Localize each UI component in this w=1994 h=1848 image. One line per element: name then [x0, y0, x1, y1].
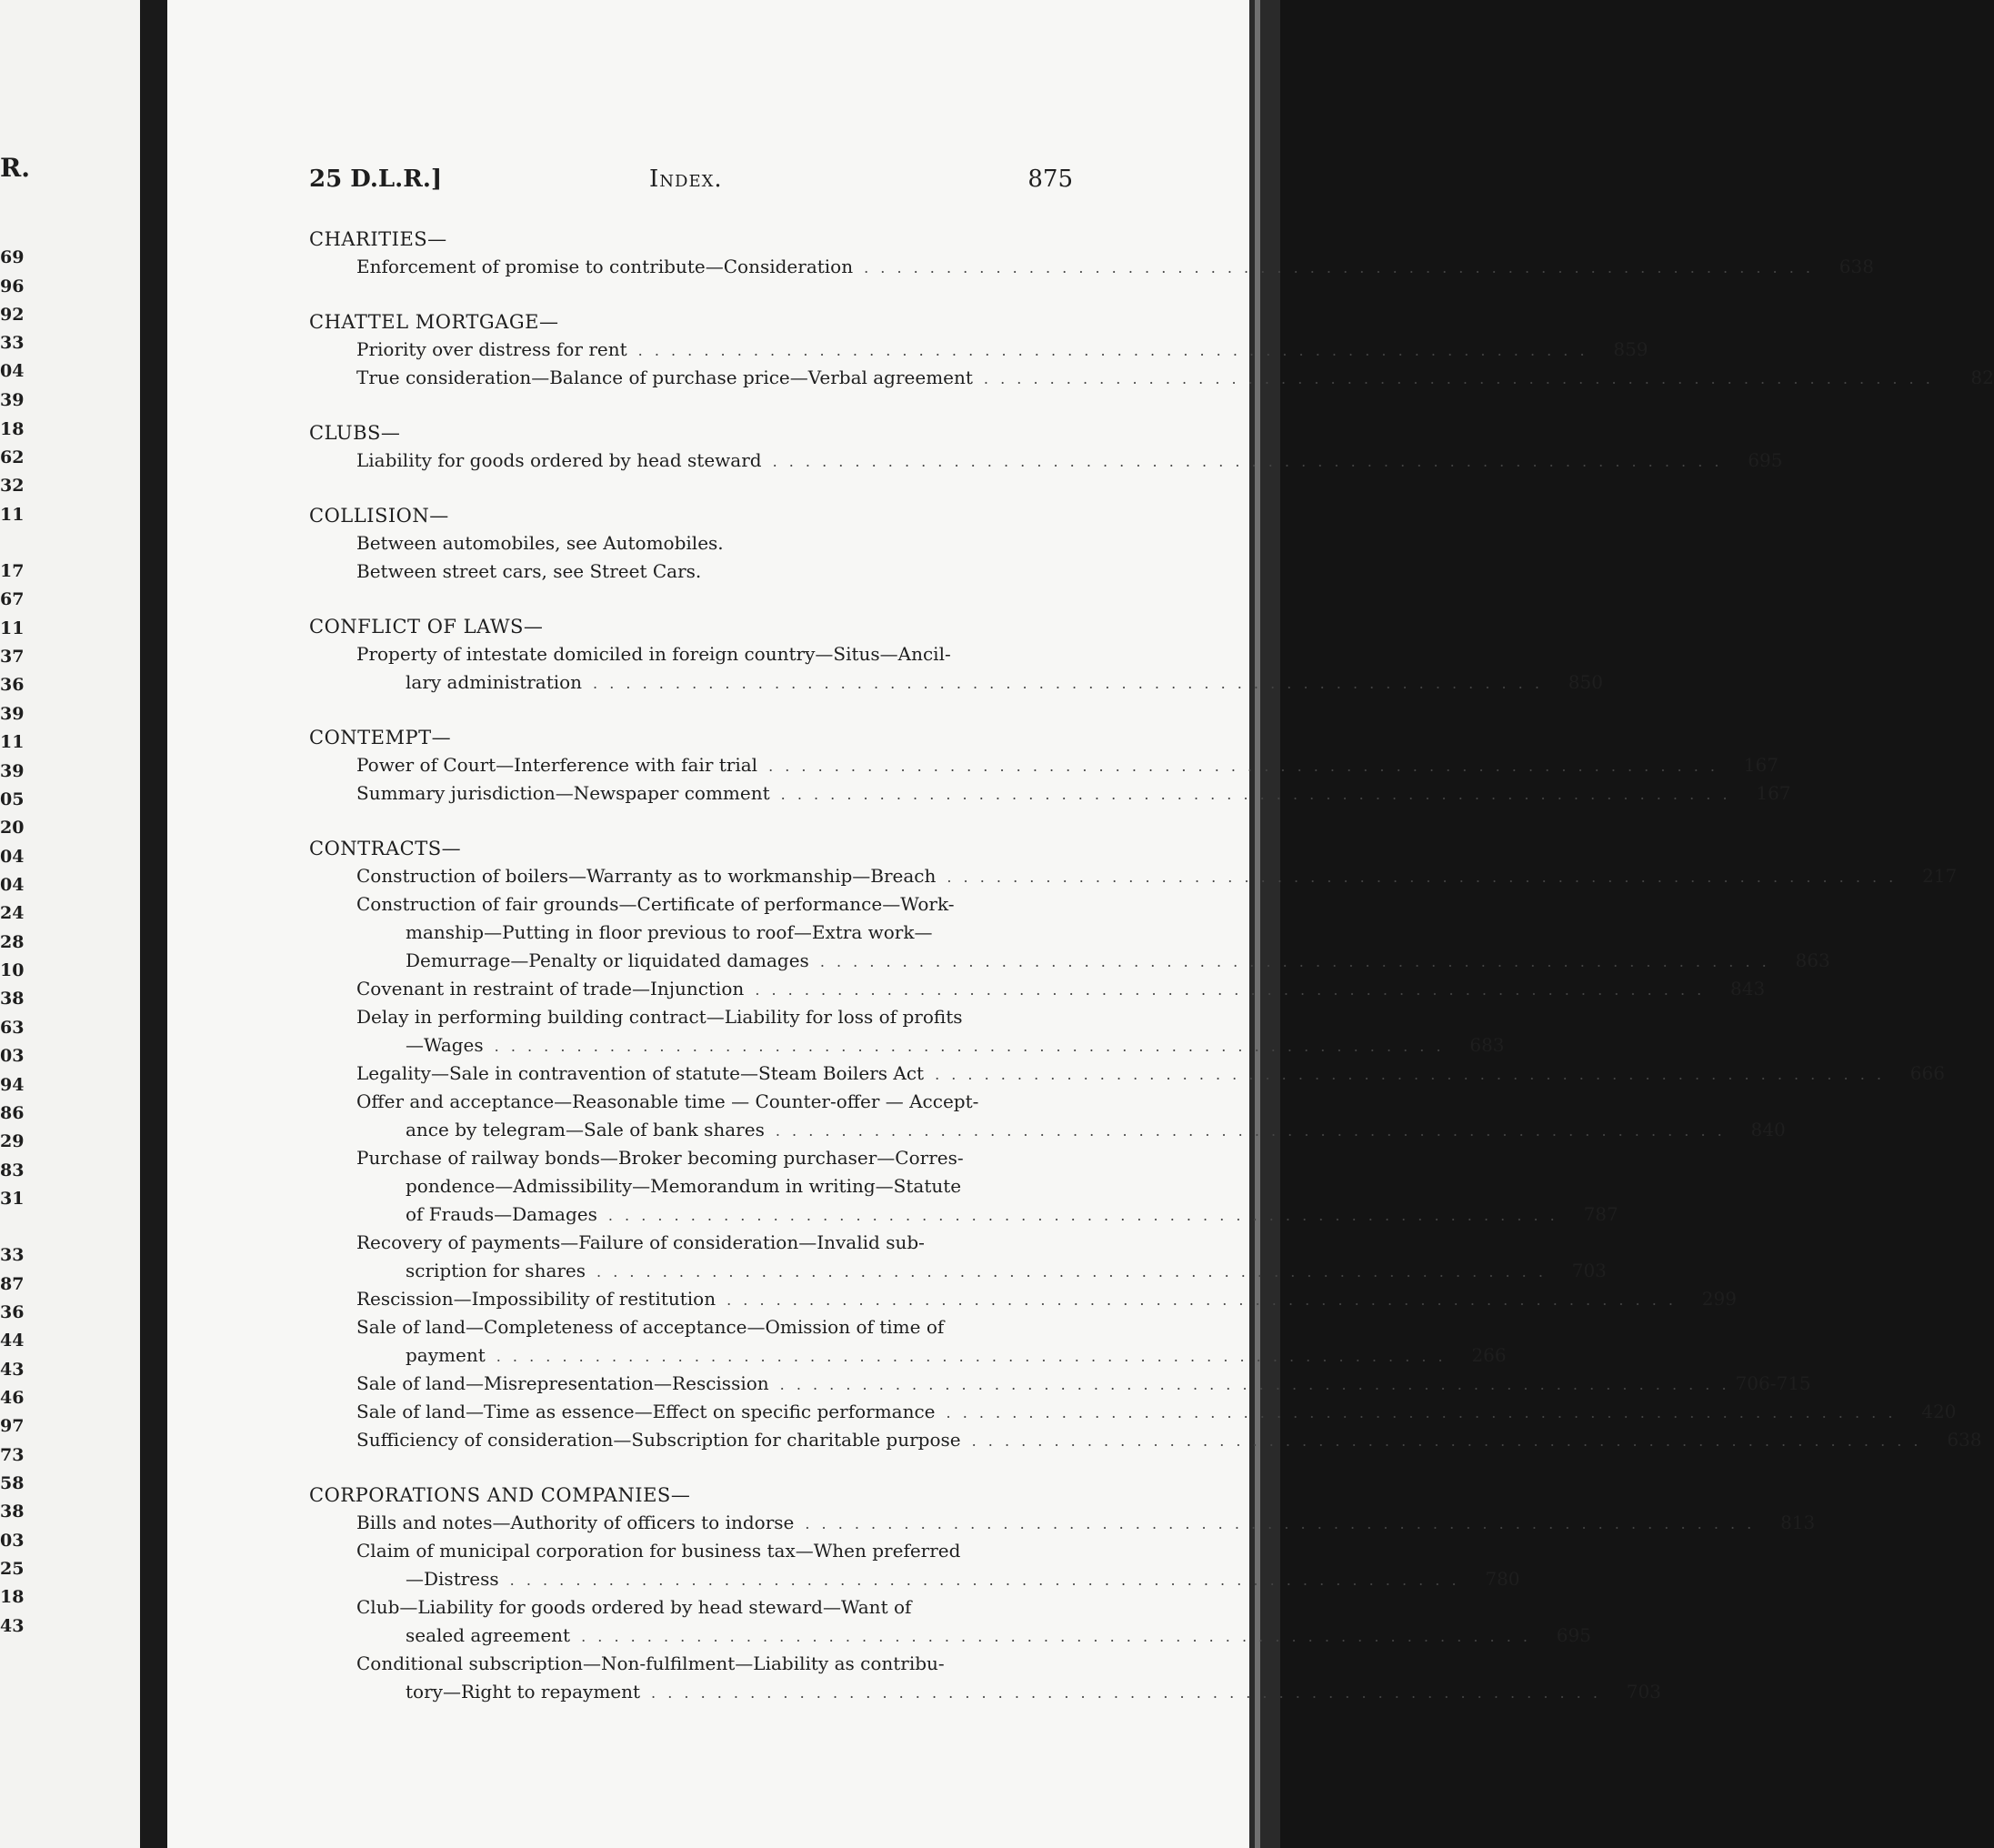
dot-leader: . . . . . . . . . . . . . . . . . . . . . . . . . . . . . . . . . . . . . . . . . . . . . . . . . . . . . . . . . . [983, 370, 1934, 387]
index-heading: CHARITIES— [309, 228, 447, 250]
index-entry [309, 975, 1766, 1003]
index-entry [309, 1060, 1945, 1088]
entry-line [309, 751, 1779, 779]
previous-page-number: 58 [0, 1473, 25, 1493]
index-entry [309, 447, 1783, 475]
entry-line [309, 919, 1082, 947]
entry-page-number: 780 [1485, 1568, 1520, 1590]
previous-page-number: 43 [0, 1360, 25, 1380]
entry-line [309, 253, 1874, 281]
entry-page-number: 843 [1730, 978, 1766, 999]
section-gap [309, 808, 1082, 835]
entry-text: Claim of municipal corporation for business tax—When preferred [356, 1540, 966, 1562]
entry-text: of Frauds—Damages [406, 1200, 603, 1229]
dot-leader: . . . . . . . . . . . . . . . . . . . . . . . . . . . . . . . . . . . . . . . . . . . . . . . . . . . . . . . . . . [779, 1376, 1730, 1393]
previous-page-number: 18 [0, 419, 25, 439]
entry-text: Recovery of payments—Failure of consideration—Invalid sub- [356, 1231, 930, 1253]
entry-line [309, 447, 1783, 475]
dot-leader: . . . . . . . . . . . . . . . . . . . . . . . . . . . . . . . . . . . . . . . . . . . . . . . . . . . . . . . . . . [935, 1066, 1885, 1083]
entry-line [309, 1341, 1507, 1370]
entry-text: Power of Court—Interference with fair trial [356, 751, 763, 779]
index-entry [309, 1426, 1982, 1454]
index-entry [309, 1285, 1737, 1313]
entry-line [309, 1144, 1082, 1172]
entry-text: Bills and notes—Authority of officers to indorse [356, 1509, 799, 1537]
entry-line [309, 1172, 1082, 1200]
entry-line [309, 1060, 1945, 1088]
previous-page-number: 04 [0, 847, 25, 867]
index-entry [309, 779, 1791, 808]
previous-page-number: 62 [0, 447, 25, 467]
previous-page-number: 04 [0, 361, 25, 381]
previous-page-number: 36 [0, 1302, 25, 1322]
entry-text: scription for shares [406, 1257, 591, 1285]
dot-leader: . . . . . . . . . . . . . . . . . . . . . . . . . . . . . . . . . . . . . . . . . . . . . . . . . . . . . . . . . . [971, 1432, 1922, 1450]
page-title: Index. [649, 166, 723, 193]
entry-page-number: 703 [1571, 1260, 1607, 1281]
entry-text: ance by telegram—Sale of bank shares [406, 1116, 770, 1144]
volume-reference: 25 D.L.R.] [309, 166, 443, 193]
entry-page-number: 217 [1922, 865, 1958, 887]
entry-text: Enforcement of promise to contribute—Consideration [356, 253, 858, 281]
index-entry [309, 1509, 1816, 1537]
entry-page-number: 695 [1556, 1624, 1591, 1646]
entry-line [309, 1398, 1957, 1426]
index-heading: CONFLICT OF LAWS— [309, 616, 544, 638]
previous-page-number: 87 [0, 1274, 25, 1294]
entry-line [309, 1650, 1082, 1678]
dot-leader: . . . . . . . . . . . . . . . . . . . . . . . . . . . . . . . . . . . . . . . . . . . . . . . . . . . . . . . . . . [509, 1572, 1460, 1589]
dot-leader: . . . . . . . . . . . . . . . . . . . . . . . . . . . . . . . . . . . . . . . . . . . . . . . . . . . . . . . . . . [819, 953, 1770, 970]
entry-text: Priority over distress for rent [356, 336, 633, 364]
index-entry [309, 529, 1082, 557]
dot-leader: . . . . . . . . . . . . . . . . . . . . . . . . . . . . . . . . . . . . . . . . . . . . . . . . . . . . . . . . . . [946, 1404, 1897, 1421]
index-heading: CORPORATIONS AND COMPANIES— [309, 1484, 691, 1506]
entry-page-number: 638 [1839, 256, 1874, 277]
index-entry [309, 1593, 1591, 1650]
entry-text: Rescission—Impossibility of restitution [356, 1285, 721, 1313]
entry-text: manship—Putting in floor previous to roof—Extra work— [406, 921, 937, 943]
dot-leader: . . . . . . . . . . . . . . . . . . . . . . . . . . . . . . . . . . . . . . . . . . . . . . . . . . . . . . . . . . [772, 453, 1723, 470]
previous-page-number: 69 [0, 247, 25, 267]
index-entry [309, 253, 1874, 281]
previous-page-number: 29 [0, 1131, 25, 1151]
entry-line [309, 1622, 1591, 1650]
book-gutter [140, 0, 167, 1848]
previous-page-number: 63 [0, 1018, 25, 1038]
entry-text: Liability for goods ordered by head steward [356, 447, 767, 475]
entry-text: —Distress [406, 1565, 505, 1593]
index-entry [309, 1650, 1661, 1706]
entry-page-number: 299 [1701, 1288, 1737, 1310]
previous-page-number: 32 [0, 476, 25, 496]
previous-page-number: 28 [0, 932, 25, 952]
entry-page-number: 706-715 [1735, 1372, 1811, 1394]
previous-page-number: 33 [0, 333, 25, 353]
index-entry [309, 1370, 1811, 1398]
entry-line [309, 890, 1082, 919]
dot-leader: . . . . . . . . . . . . . . . . . . . . . . . . . . . . . . . . . . . . . . . . . . . . . . . . . . . . . . . . . . [496, 1348, 1447, 1365]
entry-line [309, 1116, 1786, 1144]
entry-line [309, 557, 1082, 586]
section-gap [309, 281, 1082, 308]
previous-page-number: 43 [0, 1616, 25, 1636]
previous-page-number: 44 [0, 1331, 25, 1351]
entry-line [309, 862, 1958, 890]
entry-text: Sale of land—Completeness of acceptance—Omission of time of [356, 1316, 949, 1338]
dot-leader: . . . . . . . . . . . . . . . . . . . . . . . . . . . . . . . . . . . . . . . . . . . . . . . . . . . . . . . . . . [607, 1207, 1558, 1224]
previous-page-number: 46 [0, 1388, 25, 1408]
index-heading: CONTRACTS— [309, 838, 462, 859]
entry-page-number: 683 [1469, 1034, 1505, 1056]
entry-text: Demurrage—Penalty or liquidated damages [406, 947, 815, 975]
entry-line [309, 1313, 1082, 1341]
entry-text: Property of intestate domiciled in foreign country—Situs—Ancil- [356, 643, 957, 665]
entry-page-number: 863 [1795, 949, 1830, 971]
entry-line [309, 336, 1648, 364]
previous-page-number: 24 [0, 903, 25, 923]
dot-leader: . . . . . . . . . . . . . . . . . . . . . . . . . . . . . . . . . . . . . . . . . . . . . . . . . . . . . . . . . . [581, 1628, 1531, 1645]
dot-leader: . . . . . . . . . . . . . . . . . . . . . . . . . . . . . . . . . . . . . . . . . . . . . . . . . . . . . . . . . . [805, 1515, 1756, 1532]
entry-line [309, 947, 1830, 975]
section-gap [309, 392, 1082, 419]
entry-line [309, 975, 1766, 1003]
entry-line [309, 1088, 1082, 1116]
previous-page-number: 03 [0, 1531, 25, 1551]
previous-page-number: 10 [0, 960, 25, 980]
previous-page-number: 38 [0, 989, 25, 1009]
section-gap [309, 1454, 1082, 1481]
dot-leader: . . . . . . . . . . . . . . . . . . . . . . . . . . . . . . . . . . . . . . . . . . . . . . . . . . . . . . . . . . [637, 342, 1588, 359]
entry-text: Between automobiles, see Automobiles. [356, 532, 729, 554]
previous-page-number: 73 [0, 1445, 25, 1465]
previous-page-number: 04 [0, 875, 25, 895]
entry-line [309, 1678, 1661, 1706]
entry-line [309, 1200, 1618, 1229]
previous-page-number: 31 [0, 1189, 25, 1209]
entry-text: sealed agreement [406, 1622, 576, 1650]
entry-line [309, 1426, 1982, 1454]
entry-page-number: 666 [1909, 1062, 1945, 1084]
entry-text: Legality—Sale in contravention of statute—Steam Boilers Act [356, 1060, 929, 1088]
dot-leader: . . . . . . . . . . . . . . . . . . . . . . . . . . . . . . . . . . . . . . . . . . . . . . . . . . . . . . . . . . [780, 786, 1731, 803]
previous-page-number: 83 [0, 1160, 25, 1180]
entry-text: tory—Right to repayment [406, 1678, 646, 1706]
previous-page-number: 03 [0, 1046, 25, 1066]
entry-page-number: 266 [1471, 1344, 1507, 1366]
index-body [309, 226, 1994, 1706]
dot-leader: . . . . . . . . . . . . . . . . . . . . . . . . . . . . . . . . . . . . . . . . . . . . . . . . . . . . . . . . . . [755, 981, 1706, 999]
index-entry [309, 1313, 1507, 1370]
index-entry [309, 1003, 1505, 1060]
entry-line [309, 1285, 1737, 1313]
index-heading: COLLISION— [309, 505, 449, 527]
entry-page-number: 850 [1568, 671, 1603, 693]
entry-line [309, 779, 1791, 808]
dot-leader: . . . . . . . . . . . . . . . . . . . . . . . . . . . . . . . . . . . . . . . . . . . . . . . . . . . . . . . . . . [494, 1038, 1445, 1055]
entry-line [309, 1509, 1816, 1537]
previous-page-number: 11 [0, 618, 25, 638]
entry-text: Construction of fair grounds—Certificate of performance—Work- [356, 893, 960, 915]
index-heading: CHATTEL MORTGAGE— [309, 311, 559, 333]
previous-page-number: 18 [0, 1587, 25, 1607]
entry-text: Club—Liability for goods ordered by head steward—Want of [356, 1596, 917, 1618]
dot-leader: . . . . . . . . . . . . . . . . . . . . . . . . . . . . . . . . . . . . . . . . . . . . . . . . . . . . . . . . . . [593, 675, 1543, 692]
entry-line [309, 1537, 1082, 1565]
index-entry [309, 751, 1779, 779]
entry-text: Delay in performing building contract—Liability for loss of profits [356, 1006, 968, 1028]
entry-text: payment [406, 1341, 491, 1370]
dot-leader: . . . . . . . . . . . . . . . . . . . . . . . . . . . . . . . . . . . . . . . . . . . . . . . . . . . . . . . . . . [768, 758, 1718, 775]
index-entry [309, 1144, 1618, 1229]
entry-page-number: 703 [1626, 1681, 1661, 1702]
entry-text: Between street cars, see Street Cars. [356, 560, 706, 582]
entry-text: Construction of boilers—Warranty as to workmanship—Breach [356, 862, 941, 890]
entry-text: Purchase of railway bonds—Broker becoming purchaser—Corres- [356, 1147, 969, 1169]
previous-page-header: R. [0, 153, 31, 183]
previous-page-fragment [0, 0, 140, 1848]
previous-page-number: 39 [0, 761, 25, 781]
entry-text: Summary jurisdiction—Newspaper comment [356, 779, 776, 808]
index-heading: CLUBS— [309, 422, 401, 444]
dot-leader: . . . . . . . . . . . . . . . . . . . . . . . . . . . . . . . . . . . . . . . . . . . . . . . . . . . . . . . . . . [775, 1122, 1726, 1140]
entry-page-number: 813 [1780, 1512, 1816, 1533]
section-gap [309, 697, 1082, 724]
entry-page-number: 167 [1743, 754, 1779, 776]
entry-text: —Wages [406, 1031, 489, 1060]
entry-page-number: 167 [1756, 782, 1791, 804]
index-entry [309, 1398, 1957, 1426]
previous-page-number: 94 [0, 1075, 25, 1095]
index-entry [309, 336, 1648, 364]
index-entry [309, 557, 1082, 586]
entry-line [309, 1593, 1082, 1622]
dot-leader: . . . . . . . . . . . . . . . . . . . . . . . . . . . . . . . . . . . . . . . . . . . . . . . . . . . . . . . . . . [596, 1263, 1547, 1281]
entry-line [309, 1565, 1520, 1593]
entry-page-number: 638 [1947, 1429, 1982, 1451]
previous-page-number: 25 [0, 1559, 25, 1579]
previous-page-number: 20 [0, 818, 25, 838]
previous-page-number: 39 [0, 704, 25, 724]
dot-leader: . . . . . . . . . . . . . . . . . . . . . . . . . . . . . . . . . . . . . . . . . . . . . . . . . . . . . . . . . . [864, 259, 1814, 276]
previous-page-number: 96 [0, 276, 25, 296]
previous-page-number: 36 [0, 675, 25, 695]
entry-line [309, 1257, 1607, 1285]
previous-page-number: 33 [0, 1245, 25, 1265]
entry-page-number: 859 [1613, 338, 1648, 360]
entry-text: Sufficiency of consideration—Subscription for charitable purpose [356, 1426, 967, 1454]
dot-leader: . . . . . . . . . . . . . . . . . . . . . . . . . . . . . . . . . . . . . . . . . . . . . . . . . . . . . . . . . . [651, 1684, 1601, 1702]
entry-text: Conditional subscription—Non-fulfilment—Liability as contribu- [356, 1652, 950, 1674]
previous-page-number: 17 [0, 561, 25, 581]
index-entry [309, 1088, 1786, 1144]
dot-leader: . . . . . . . . . . . . . . . . . . . . . . . . . . . . . . . . . . . . . . . . . . . . . . . . . . . . . . . . . . [726, 1291, 1677, 1309]
entry-text: Sale of land—Misrepresentation—Rescission [356, 1370, 775, 1398]
section-gap [309, 586, 1082, 613]
index-heading: CONTEMPT— [309, 727, 452, 748]
entry-page-number: 840 [1750, 1119, 1786, 1140]
entry-text: Offer and acceptance—Reasonable time — Counter-offer — Accept- [356, 1090, 984, 1112]
previous-page-number: 86 [0, 1103, 25, 1123]
previous-page-number: 38 [0, 1502, 25, 1522]
previous-page-number: 11 [0, 732, 25, 752]
entry-page-number: 420 [1921, 1401, 1957, 1422]
running-head [309, 166, 1073, 202]
section-gap [309, 475, 1082, 502]
entry-text: Sale of land—Time as essence—Effect on specific performance [356, 1398, 941, 1426]
index-entry [309, 1229, 1607, 1285]
dot-leader: . . . . . . . . . . . . . . . . . . . . . . . . . . . . . . . . . . . . . . . . . . . . . . . . . . . . . . . . . . [947, 869, 1898, 886]
page-number: 875 [1027, 166, 1073, 193]
previous-page-number: 92 [0, 305, 25, 325]
entry-line [309, 668, 1603, 697]
entry-text: pondence—Admissibility—Memorandum in writing—Statute [406, 1175, 967, 1197]
index-entry [309, 890, 1830, 975]
entry-line [309, 1003, 1082, 1031]
entry-page-number: 787 [1583, 1203, 1618, 1225]
previous-page-number: 05 [0, 789, 25, 809]
entry-line [309, 640, 1082, 668]
index-entry [309, 640, 1603, 697]
entry-text: lary administration [406, 668, 587, 697]
index-entry [309, 364, 1994, 392]
previous-page-number: 37 [0, 647, 25, 667]
previous-page-number: 39 [0, 390, 25, 410]
index-entry [309, 862, 1958, 890]
entry-line [309, 1370, 1811, 1398]
index-entry [309, 1537, 1520, 1593]
previous-page-number: 67 [0, 589, 25, 609]
entry-line [309, 1229, 1082, 1257]
previous-page-number: 97 [0, 1416, 25, 1436]
entry-page-number: 695 [1748, 449, 1783, 471]
entry-text: True consideration—Balance of purchase price—Verbal agreement [356, 364, 978, 392]
entry-text: Covenant in restraint of trade—Injunction [356, 975, 749, 1003]
entry-line [309, 529, 1082, 557]
entry-line [309, 364, 1994, 392]
previous-page-number: 11 [0, 505, 25, 525]
entry-page-number: 82 [1970, 367, 1994, 388]
entry-line [309, 1031, 1505, 1060]
